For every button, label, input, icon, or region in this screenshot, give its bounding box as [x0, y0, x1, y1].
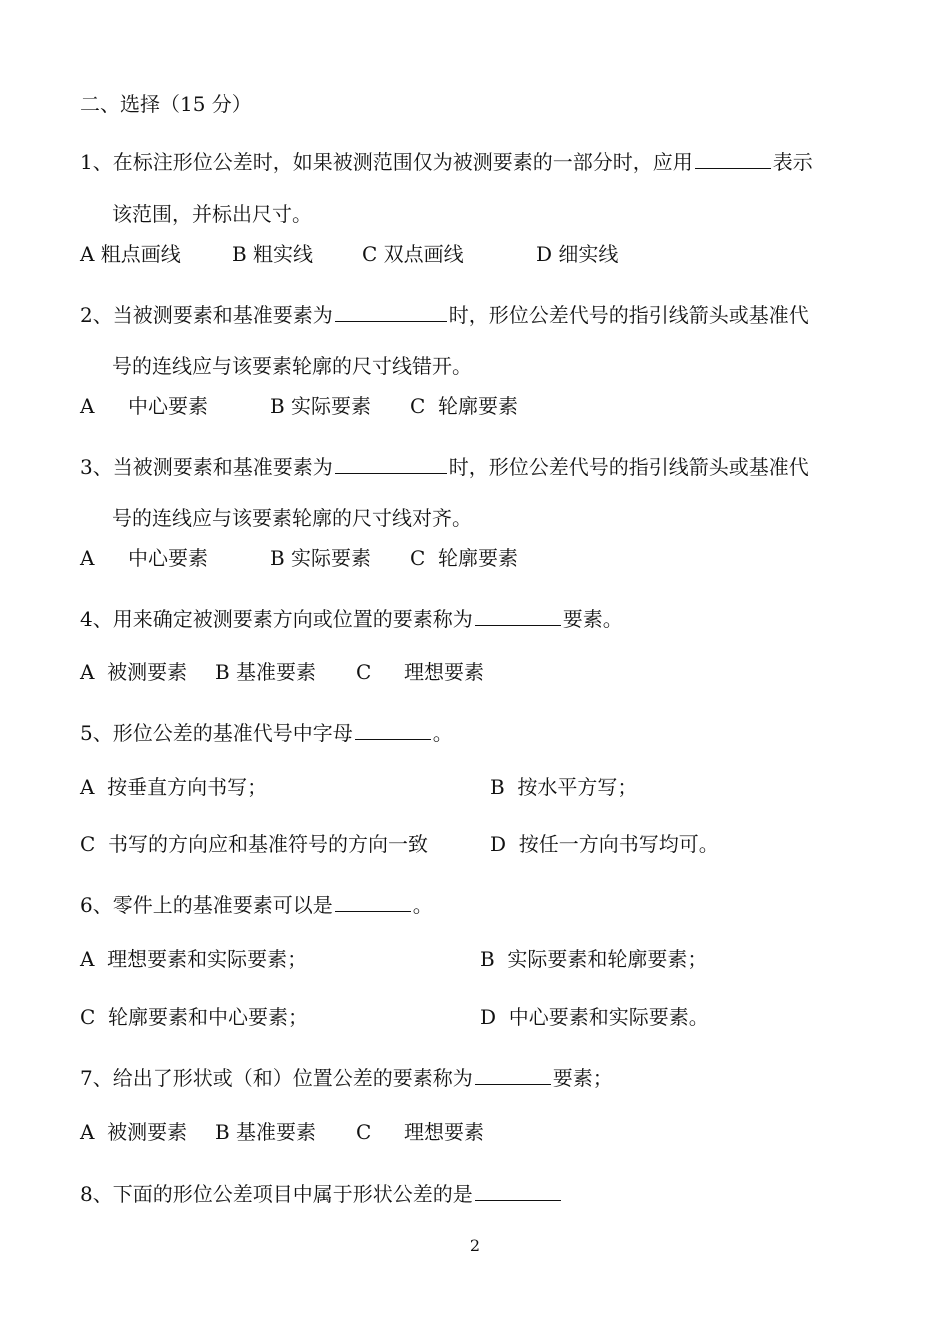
q4-option-c: C: [356, 660, 372, 684]
q5-option-b: B 按水平方写；: [490, 775, 638, 799]
q2-option-a-text: 中心要素: [128, 394, 208, 418]
question-5: [80, 717, 453, 745]
question-4: [80, 603, 623, 631]
question-4-text-end: 要素。: [562, 607, 623, 631]
answer-blank-2[interactable]: [335, 299, 447, 322]
answer-blank-4[interactable]: [475, 603, 561, 626]
question-1-text: 1、在标注形位公差时，如果被测范围仅为被测要素的一部分时，应用: [80, 150, 693, 174]
question-8-text: 8、下面的形位公差项目中属于形状公差的是: [80, 1182, 473, 1206]
question-3-continuation: 号的连线应与该要素轮廓的尺寸线对齐。: [112, 506, 472, 530]
q3-option-b: B 实际要素: [270, 546, 372, 570]
question-2-text-end: 时，形位公差代号的指引线箭头或基准代: [448, 303, 809, 327]
page-number: 2: [469, 1236, 481, 1255]
q2-option-c: C 轮廓要素: [410, 394, 519, 418]
question-6-text-end: 。: [412, 893, 433, 917]
q6-option-c: C 轮廓要素和中心要素；: [80, 1005, 309, 1029]
q2-option-b: B 实际要素: [270, 394, 372, 418]
q7-option-c-text: 理想要素: [404, 1120, 484, 1144]
question-6-text: 6、零件上的基准要素可以是: [80, 893, 333, 917]
question-3-text: 3、当被测要素和基准要素为: [80, 455, 333, 479]
q1-option-c: C 双点画线: [362, 242, 464, 266]
q4-option-b: B 基准要素: [215, 660, 317, 684]
q7-option-a: A 被测要素: [80, 1120, 188, 1144]
question-2-continuation: 号的连线应与该要素轮廓的尺寸线错开。: [112, 354, 472, 378]
q3-option-c: C 轮廓要素: [410, 546, 519, 570]
answer-blank-5[interactable]: [355, 717, 431, 740]
question-1: [80, 146, 813, 174]
answer-blank-6[interactable]: [335, 889, 411, 912]
q6-option-a: A 理想要素和实际要素；: [80, 947, 308, 971]
question-8: [80, 1178, 563, 1206]
q6-option-b: B 实际要素和轮廓要素；: [480, 947, 708, 971]
question-4-text: 4、用来确定被测要素方向或位置的要素称为: [80, 607, 473, 631]
question-2: [80, 299, 809, 327]
answer-blank-7[interactable]: [475, 1062, 551, 1085]
q3-option-a-text: 中心要素: [128, 546, 208, 570]
q4-option-a: A 被测要素: [80, 660, 188, 684]
q2-option-a: A: [80, 394, 95, 418]
question-7-text-end: 要素；: [552, 1066, 613, 1090]
q7-option-b: B 基准要素: [215, 1120, 317, 1144]
question-7-text: 7、给出了形状或（和）位置公差的要素称为: [80, 1066, 473, 1090]
q1-option-d: D 细实线: [536, 242, 619, 266]
q3-option-a: A: [80, 546, 95, 570]
q4-option-c-text: 理想要素: [404, 660, 484, 684]
answer-blank-3[interactable]: [335, 451, 447, 474]
question-6: [80, 889, 433, 917]
question-3: [80, 451, 809, 479]
question-5-text: 5、形位公差的基准代号中字母: [80, 721, 353, 745]
q5-option-a: A 按垂直方向书写；: [80, 775, 268, 799]
question-2-text: 2、当被测要素和基准要素为: [80, 303, 333, 327]
question-1-text-end: 表示: [772, 150, 813, 174]
question-7: [80, 1062, 613, 1090]
answer-blank-8[interactable]: [475, 1178, 561, 1201]
answer-blank-1[interactable]: [695, 146, 771, 169]
section-title: 二、选择（15 分）: [80, 92, 252, 116]
q5-option-d: D 按任一方向书写均可。: [490, 832, 719, 856]
question-5-text-end: 。: [432, 721, 453, 745]
q5-option-c: C 书写的方向应和基准符号的方向一致: [80, 832, 429, 856]
q7-option-c: C: [356, 1120, 372, 1144]
question-3-text-end: 时，形位公差代号的指引线箭头或基准代: [448, 455, 809, 479]
q6-option-d: D 中心要素和实际要素。: [480, 1005, 709, 1029]
q1-option-b: B 粗实线: [232, 242, 314, 266]
question-1-continuation: 该范围，并标出尺寸。: [112, 202, 312, 226]
q1-option-a: A 粗点画线: [80, 242, 181, 266]
